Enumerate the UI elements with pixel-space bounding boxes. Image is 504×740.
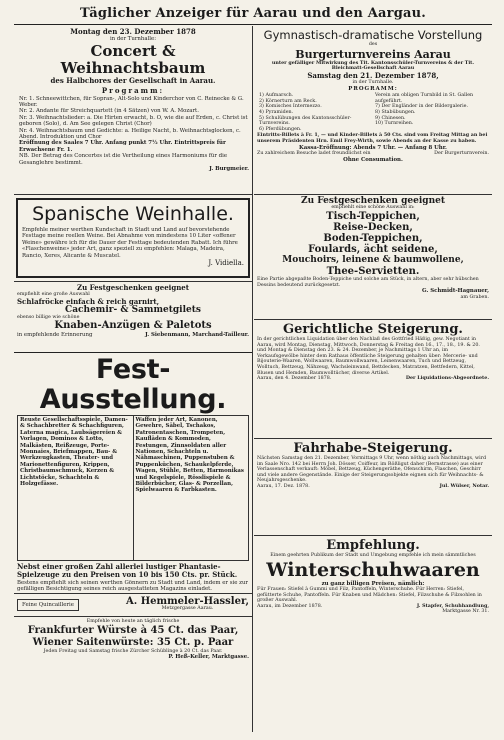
hessler-name: A. Hemmeler-Hassler, — [125, 596, 249, 607]
fest-items-left: Reuste Gesellschaftsspiele, Damen- & Schachbretter & Schachfiguren, Laterna magica, Laubsägereien & Vorlagen, Dominos & Lotto, Malkästen, Reißzeuge, Porte-Monnaies, Briefmappen, Bau- & Werkzeugkasten, Theater- und Marionettenfiguren, Krippen, Christbaumschmuck, Kerzen & Lichtstöcke, Schachteln & Holzgefässe. — [20, 417, 128, 488]
sausage-line: Wiener Saitenwürste: 35 Ct. p. Paar — [32, 636, 234, 648]
concert-place: in der Turnhalle: — [109, 36, 157, 43]
gym-program-left — [257, 92, 373, 133]
tailor-line: ebenso billige wie schöne — [17, 314, 80, 320]
gym-line: Samstag den 21. Dezember 1878, — [307, 70, 439, 80]
winter-sub: Marktgasse Nr. 31. — [442, 609, 489, 615]
masthead: Täglicher Anzeiger für Aarau und den Aargau. — [79, 6, 427, 21]
tailor-line: empfiehlt eine große Auswahl — [17, 292, 90, 298]
concert-title: Concert & Weihnachtsbaum — [60, 41, 206, 77]
gym-item: 7) Der Engländer in der Bildergalerie. — [375, 104, 468, 110]
gym-line: Burgerturnvereins Aarau — [295, 47, 451, 61]
fahrhabe-date: Aarau, 17. Dez. 1878. — [257, 483, 310, 489]
wine-signature: J. Vidiella. — [208, 259, 244, 268]
carpets-signature: G. Schmidt-Hagnauer, — [422, 288, 489, 295]
gym-signature: Der Burgerturnverein. — [434, 150, 489, 156]
gym-ad — [254, 26, 492, 194]
fest-items-right: Waffen jeder Art, Kanonen, Gewehre, Säbel, Tschakos, Patronentaschen, Trompeten, Kaufläden & Kommoden, Festungen, Zinnsoldaten aller Nationen, Schachteln u. Nähmaschinen, Puppenstuben & Puppenküchen, Schaukelpferde, Wagen, Stühle, Betten, Harmonikas und Kegelspiele, Rösslispiele & Bilderbücher, Glas- & Porzellan, Spielwaaren & Farbkasten. — [133, 416, 249, 560]
carpets-line: empfiehlt eine schöne Auswahl in: — [331, 205, 415, 211]
program-heading: Programm: — [101, 86, 165, 96]
winter-line: zu ganz billigen Preisen, nämlich: — [321, 580, 425, 587]
winter-body: Für Frauen: Stiefel à Gummi und Filz, Pantoffeln, Winterschuhe. Für Herren: Stiefel, gefütterte Schuhe, Pantoffeln. Für Knaben und Mädchen: Stiefel, Filzschuhe & Filzsohlen in großer Auswahl. — [257, 587, 482, 604]
hessler-sub: Metzgergasse Aarau. — [161, 606, 214, 612]
carpets-line: Mouchoirs, leinene & baumwollene, — [282, 255, 464, 265]
gym-ohne: Ohne Consumation. — [343, 156, 403, 163]
tailor-line: in empfehlende Erinnerung — [17, 332, 93, 339]
carpets-line: Reise-Decken, — [333, 222, 413, 233]
carpets-line: Tisch-Teppichen, — [326, 211, 420, 222]
concert-subtitle: des Halbchores der Gesellschaft in Aarau. — [50, 75, 216, 85]
sausage-line: Empfehle von heute an täglich frische — [86, 619, 180, 624]
newspaper-page — [14, 4, 492, 732]
program-item: Nr. 1. Schneewittchen, für Sopran-, Alt-Solo und Kinderchor von C. Reinecke & G. Weber. — [19, 95, 244, 109]
gym-line: unter gefälliger Mitwirkung des Tit. Kantonsschüler-Turnvereins & der Tit. Bleichmatt-Gesellschaft Aarau — [271, 59, 475, 72]
sausage-ad — [14, 617, 252, 663]
carpets-line: Foulards, ächt seidene, — [308, 244, 438, 255]
tailor-line: Knaben-Anzügen & Paletots — [54, 320, 212, 332]
gym-title: Gymnastisch-dramatische Vorstellung — [263, 28, 483, 42]
winter-signature: J. Stapfer, Schuhhandlung, — [416, 602, 489, 609]
wine-ad — [16, 198, 250, 278]
court-footer — [257, 376, 489, 382]
gym-item: 2) Körnerturn am Reck. — [259, 98, 317, 104]
hessler-ad — [14, 594, 252, 616]
concert-ad — [14, 26, 252, 194]
program-list — [17, 96, 249, 166]
gym-line: des — [368, 42, 378, 47]
right-column — [254, 26, 492, 732]
fest-notice2: Bestens empfiehlt sich seinen werthen Gönnern zu Stadt und Land, indem er sie zur gefälligen Besichtigung seines reich ausgestatteten Magazins einladet. — [17, 579, 249, 593]
gym-program-list — [257, 92, 489, 133]
court-title: Gerichtliche Steigerung. — [283, 322, 463, 337]
fest-ad — [14, 353, 252, 593]
sausage-line: Frankfurter Würste à 45 Ct. das Paar, — [27, 624, 239, 636]
carpets-line: Boden-Teppichen, — [323, 233, 423, 244]
concert-date: Montag den 23. Dezember 1878 — [70, 27, 196, 36]
gym-note: Zu zahlreichem Besuche ladet freundlichst ein — [257, 150, 371, 156]
carpets-line: Eine Partie abgepaßte Boden-Teppiche und solche am Stück, in altern, aber sehr hübschen Dessins bedeutend zurückgesetzt. — [257, 277, 479, 288]
separator — [14, 194, 252, 195]
gym-item: 4) Pyramiden. — [259, 109, 294, 115]
tailor-footer — [17, 332, 249, 338]
masthead-rule — [14, 24, 492, 25]
court-ad — [254, 320, 492, 438]
program-item: Nr. 3. Weihnachtslieder: a. Die Hirten erwacht, b. O, wie die auf Erden, c. Christ ist geboren (Solo), d. Am See gelegen Christ (Chor) — [19, 114, 248, 128]
winter-ad — [254, 536, 492, 617]
winter-title: Empfehlung. — [326, 538, 420, 553]
tailor-line: Schlafröcke einfach & reich garnirt, — [17, 297, 160, 306]
hessler-right — [126, 598, 249, 612]
gym-program-right — [373, 92, 489, 133]
tailor-signature: J. Siebenmann, Marchand-Tailleur. — [145, 332, 249, 339]
sausage-line: Jeden Freitag und Samstag frische Zürcher Schüblinge à 20 Ct. das Paar. — [43, 648, 223, 654]
fahrhabe-body: Nächsten Samstag den 21. Dezember, Vormittags 9 Uhr, wenn nöthig auch Nachmittags, wird im Saale Nro. 142 bei Herrn Joh. Dösser, Coiffeur, im Rößligut daher (Bernstrasse) aus einer Verlassenschaft verkauft: Möbel, Bettzeug, Küchengeräthe, Ofenschirm, Flaschen, Geschirr und viele andere Gegenstände. Einige der Steigerungsobjekte eignen sich für Weihnachts- & Neujahrsgeschenke. — [257, 456, 487, 484]
wine-body: Empfehle meiner werthen Kundschaft in Stadt und Land auf bevorstehende Festtage meine reellen Weine. Bei Abnahme von mindestens 10 Liter «offener Weine» gewähre ich für die Dauer der Festtage bedeutenden Rabatt. Ich führe «Flaschenweine» jeder Art, ganz speziell zu empfehlen: Malaga, Madeira, Rancio, Xeres, Alicante & Muscatel. — [22, 227, 238, 259]
tailor-head: Zu Festgeschenken geeignet — [77, 283, 189, 292]
court-signature: Der Liquidations-Abgeordnete. — [405, 375, 489, 382]
carpets-ad — [254, 195, 492, 319]
winter-date: Aarau, im Dezember 1878. — [257, 603, 323, 609]
program-item: Nr. 4. Weihnachtsbaum und Gedichte: a. Heilige Nacht, b. Weihnachtsglocken, c. Abend. Introduktion und Chor — [19, 127, 241, 141]
fahrhabe-footer — [257, 484, 489, 490]
program-item: Nr. 2. Andante für Streichquartett (in 4 Sätzen) von W. A. Mozart. — [19, 108, 199, 115]
gym-item: 8) Stabübungen. — [375, 109, 416, 115]
fahrhabe-title: Fahrhabe-Steigerung. — [293, 441, 453, 456]
court-date: Aarau, den 4. Dezember 1878. — [257, 376, 332, 382]
gym-item: 10) Turnreihen. — [375, 121, 414, 127]
gym-admission: Eintritts-Billets à Fr. 1, — und Kinder-Billets à 50 Cts. sind vom Freitag Mittag an bei unserem Präsidenten Hrn. Emil Frey-Wirth, sowie Abends an der Kasse zu haben. — [257, 132, 488, 144]
sausage-signature: P. Heß-Keller, Marktgasse. — [168, 654, 249, 661]
fahrhabe-ad — [254, 439, 492, 535]
carpets-sub: am Graben. — [460, 294, 489, 300]
gym-item: 1) Aufmarsch. — [259, 93, 294, 99]
program-item: NB. Der Betrag des Concertes ist die Vertheilung eines Harmoniums für die Gesanglehre bestimmt. — [19, 153, 228, 166]
left-column — [14, 26, 252, 732]
fest-notice: Nebst einer großen Zahl allerlei lustiger Phantasie-Spielzeuge zu den Preisen von 10 bis 150 Cts. pr. Stück. — [17, 562, 238, 580]
gym-program: PROGRAMM: — [348, 85, 398, 92]
gym-item: 3) Komisches Intermezzo. — [259, 104, 322, 110]
columns — [14, 26, 492, 732]
fest-title: Fest-Ausstellung. — [39, 354, 227, 415]
program-item: Eröffnung des Saales 7 Uhr. Anfang punkt 7½ Uhr. Eintrittspreis für Erwachsene Fr. 1. — [19, 140, 226, 153]
gym-item: 6) Pferdübungen. — [259, 126, 302, 132]
gym-item: Verein am obligen Turnbild in St. Gallen aufgeführt. — [375, 93, 474, 104]
fest-items — [17, 415, 249, 561]
gym-line: in der Turnhalle. — [352, 80, 394, 86]
gym-item: 5) Schulübungen des Kantonsschüler-Turnvereins. — [259, 115, 352, 127]
court-body: In der gerichtlichen Liquidation über den Nachlaß des Gottfried Häßig, gew. Negotiant in Aarau, wird Montag, Dienstag, Mittwoch, Donnerstag & Freitag den 16., 17., 18., 19. & 20. und Montag & Dienstag den 23. & 24. Dezember, je Nachmittags 1 Uhr an, im Verkaufsgewölbe hinter dem Rathaus öffentliche Steigerung gehalten über: Mercerie- und Bijouterie-Waaren, Wollwaaren, Baumwollwaaren, Leinenwaaren, Tuch und Bettzeug, Wolltuch, Bettzeug, Nähzeug, Wachsleinwand, Bettdecken, Matratzen, Bettfedern, Kittel, Blusen und Hemden, Baumwolltücher, diverse Artikel. — [257, 337, 480, 376]
concert-signature: J. Burgmeier. — [209, 166, 249, 173]
wine-title: Spanische Weinhalle. — [32, 203, 234, 225]
tailor-ad — [14, 282, 252, 352]
winter-big: Winterschuhwaaren — [266, 558, 480, 581]
carpets-head: Zu Festgeschenken geeignet — [301, 196, 445, 206]
carpets-line: Thee-Servietten. — [326, 266, 420, 277]
hessler-left: Feine Quincaillerie — [17, 599, 79, 611]
fahrhabe-signature: Jul. Wülser, Notar. — [439, 482, 489, 489]
gym-item: 9) Chinesen. — [375, 115, 406, 121]
gym-kasse: Kassa-Eröffnung: Abends 7 Uhr. — Anfang 8 Uhr. — [299, 144, 447, 151]
winter-line: Einem geehrten Publikum der Stadt und Umgebung empfehle ich mein sämmtliches — [270, 553, 476, 558]
tailor-line: Cachemir- & Sammetgilets — [65, 305, 201, 316]
